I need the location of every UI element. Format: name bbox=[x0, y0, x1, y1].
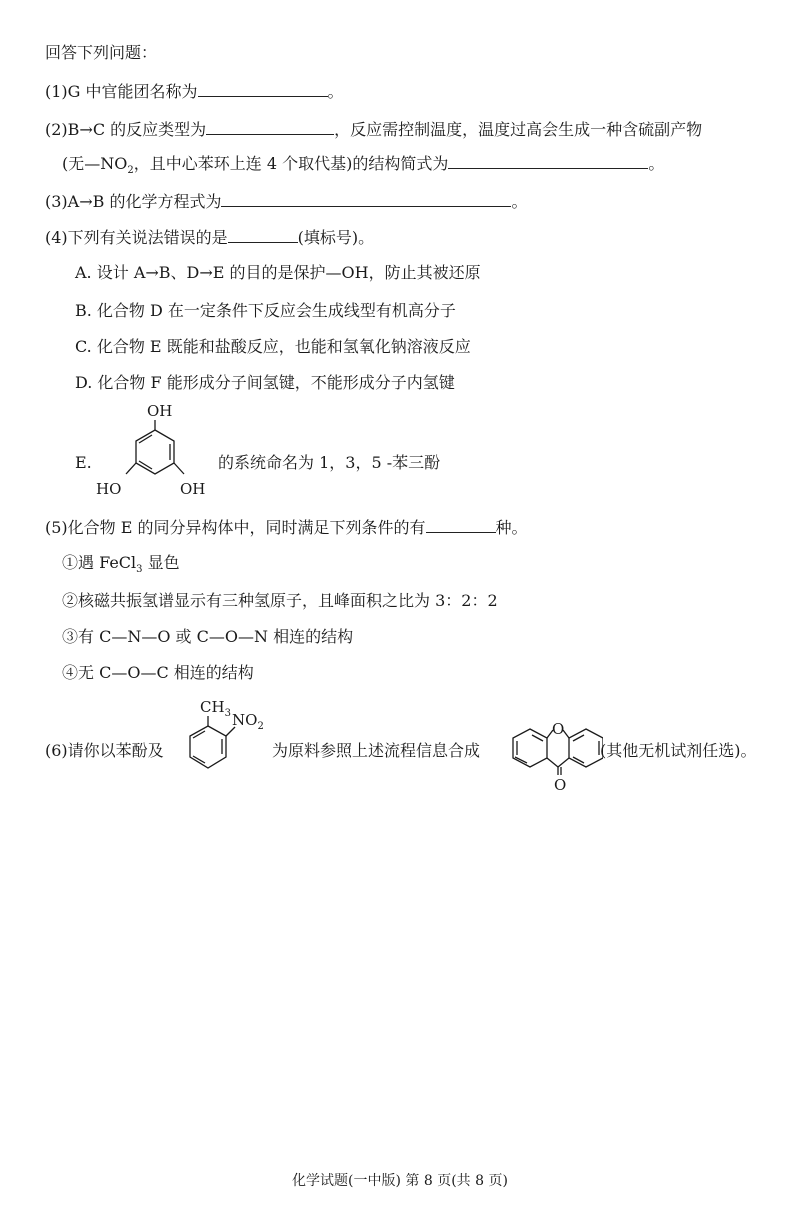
question-2-line-2 bbox=[62, 152, 664, 182]
question-1-end: 。 bbox=[327, 82, 344, 101]
question-1 bbox=[45, 80, 344, 103]
question-2-line-2-text: ，且中心苯环上连 4 个取代基)的结构简式为 bbox=[133, 154, 449, 173]
question-6-text: (6)请你以苯酚及 bbox=[45, 741, 164, 760]
product-carbonyl-oxygen: O bbox=[554, 776, 567, 794]
benzenetriol-ho-left: HO bbox=[96, 480, 122, 498]
condition-1-sub: 3 bbox=[136, 564, 143, 576]
question-4-text: (4)下列有关说法错误的是 bbox=[45, 228, 228, 247]
xanthone-structure-icon bbox=[505, 712, 603, 794]
question-2-mid: ，反应需控制温度，温度过高会生成一种含硫副产物 bbox=[334, 120, 703, 139]
question-5-blank[interactable] bbox=[426, 516, 496, 533]
question-2-blank-1[interactable] bbox=[206, 118, 334, 135]
question-4-blank[interactable] bbox=[228, 226, 298, 243]
question-2 bbox=[45, 118, 702, 141]
condition-1-end: 显色 bbox=[142, 553, 180, 572]
question-1-text: (1)G 中官能团名称为 bbox=[45, 82, 198, 101]
reagent-no2: $NO_2$ bbox=[232, 711, 264, 732]
intro-text: 回答下列问题： bbox=[45, 43, 158, 62]
question-4 bbox=[45, 226, 374, 249]
question-5-condition-1 bbox=[62, 552, 180, 581]
benzenetriol-oh-top: OH bbox=[147, 402, 173, 420]
reagent-ch3: $CH_3$ bbox=[200, 698, 231, 719]
question-4-option-b: B. 化合物 D 在一定条件下反应会生成线型有机高分子 bbox=[75, 301, 456, 320]
question-5-text: (5)化合物 E 的同分异构体中，同时满足下列条件的有 bbox=[45, 518, 426, 537]
question-3-blank[interactable] bbox=[221, 190, 511, 207]
question-2-no2: (无—NO bbox=[62, 154, 128, 173]
question-2-no2-sub: 2 bbox=[127, 165, 134, 177]
question-6-end: (其他无机试剂任选)。 bbox=[600, 741, 757, 760]
question-3 bbox=[45, 190, 528, 213]
question-1-blank[interactable] bbox=[198, 80, 328, 97]
product-ring-oxygen: O bbox=[552, 720, 565, 738]
question-4-option-e-text: 的系统命名为 1，3，5 -苯三酚 bbox=[218, 453, 441, 472]
question-4-option-a: A. 设计 A→B、D→E 的目的是保护—OH，防止其被还原 bbox=[75, 263, 481, 282]
page-footer: 化学试题(一中版) 第 8 页(共 8 页) bbox=[292, 1173, 508, 1189]
benzenetriol-oh-right: OH bbox=[180, 480, 206, 498]
question-4-option-d: D. 化合物 F 能形成分子间氢键，不能形成分子内氢键 bbox=[75, 373, 455, 392]
question-2-text: (2)B→C 的反应类型为 bbox=[45, 120, 207, 139]
question-6-mid: 为原料参照上述流程信息合成 bbox=[272, 741, 481, 760]
question-2-blank-2[interactable] bbox=[448, 152, 648, 169]
question-5-end: 种。 bbox=[495, 518, 528, 537]
benzenetriol-structure-icon bbox=[92, 398, 217, 506]
question-3-text: (3)A→B 的化学方程式为 bbox=[45, 192, 222, 211]
question-3-end: 。 bbox=[511, 192, 528, 211]
nitrotoluene-structure-icon bbox=[178, 694, 270, 776]
question-4-option-c: C. 化合物 E 既能和盐酸反应，也能和氢氧化钠溶液反应 bbox=[75, 337, 471, 356]
question-5-condition-3: ③有 C—N—O 或 C—O—N 相连的结构 bbox=[62, 627, 354, 646]
condition-1-text: ①遇 FeCl bbox=[62, 553, 137, 572]
question-5-condition-2: ②核磁共振氢谱显示有三种氢原子，且峰面积之比为 3：2：2 bbox=[62, 591, 498, 610]
question-4-option-e-label: E. bbox=[75, 453, 92, 472]
question-4-end: (填标号)。 bbox=[297, 228, 375, 247]
question-5-condition-4: ④无 C—O—C 相连的结构 bbox=[62, 663, 254, 682]
question-5 bbox=[45, 516, 528, 539]
question-2-end: 。 bbox=[648, 154, 665, 173]
